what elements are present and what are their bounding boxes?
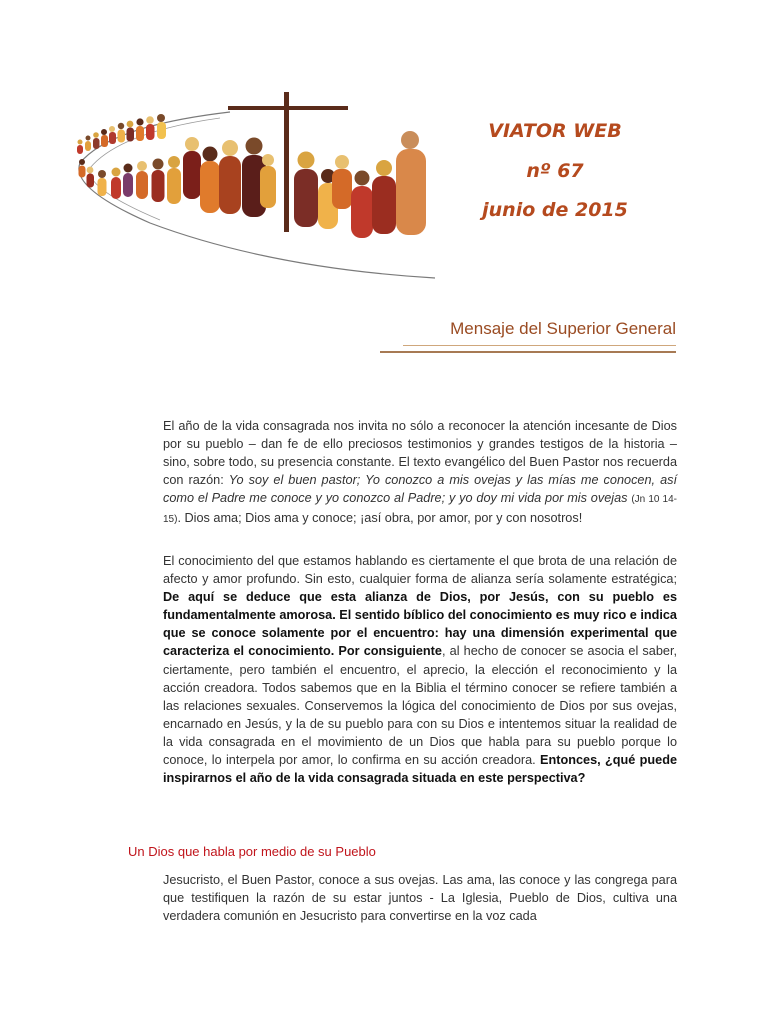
paragraph-1-text-a: El año de la vida consagrada nos invita no sólo a reconocer la atención incesante de Dios por su pueblo – dan fe de ello preciosos testimonios y grandes testigos de la historia – sino, sobre todo, su presencia constante. El texto evangélico del Buen Pastor nos recuerda con razón: [163,419,677,488]
issue-number: nº 67 [526,160,584,182]
paragraph-1-text-b: . Dios ama; Dios ama y conoce; ¡así obra, por amor, por y con nosotros! [177,511,583,526]
title-underline-thick [380,351,676,353]
paragraph-2 [163,552,677,787]
section-title: Mensaje del Superior General [450,319,676,338]
scripture-reference: (Jn 10 14-15) [163,494,677,526]
paragraph-2-bold-b: Entonces, ¿qué puede inspirarnos el año de la vida consagrada situada en este perspectiva? [163,753,677,786]
paragraph-1 [163,417,677,530]
subheading: Un Dios que habla por medio de su Pueblo [128,844,376,859]
title-underline-thin [403,345,676,346]
paragraph-2-text-a: El conocimiento del que estamos hablando es ciertamente el que brota de una relación de afecto y amor profundo. Sin esto, cualquier forma de alianza sería solamente estratégica; [163,554,677,587]
paragraph-2-bold-a: De aquí se deduce que esta alianza de Dios, por Jesús, con su pueblo es fundamentalmente amorosa. El sentido bíblico del conocimiento es muy rico e indica que se conoce solamente por el encuentro: hay una dimensión experimental que caracteriza el conocimiento. Por consiguiente [163,590,677,659]
newsletter-title: VIATOR WEB [488,120,622,142]
issue-date: junio de 2015 [482,199,628,221]
procession-with-cross-icon [70,88,440,280]
paragraph-2-text-b: , al hecho de conocer se asocia el saber, ciertamente, pero también el encuentro, el aprecio, la elección el reconocimiento y la acción creadora. Todos sabemos que en la Biblia el término conocer se refiere también a las relaciones sexuales. Conservemos la lógica del conocimiento de Dios por sus ovejas, encarnado en Jesús, y la de su pueblo para con su Dios e intentemos situar la realidad de la vida consagrada en el movimiento de un Dios que habla para su pueblo porque lo conoce, lo interpela por amor, lo confirma en su acción creadora. [163,644,677,768]
gospel-quote: Yo soy el buen pastor; Yo conozco a mis ovejas y las mías me conocen, así como el Padre me conoce y yo conozco al Padre; y yo doy mi vida por mis ovejas [163,473,677,506]
paragraph-3: Jesucristo, el Buen Pastor, conoce a sus ovejas. Las ama, las conoce y las congrega para que testifiquen la razón de su estar juntos - La Iglesia, Pueblo de Dios, cultiva una verdadera comunión en Jesucristo para convertirse en la voz cada [163,873,677,924]
